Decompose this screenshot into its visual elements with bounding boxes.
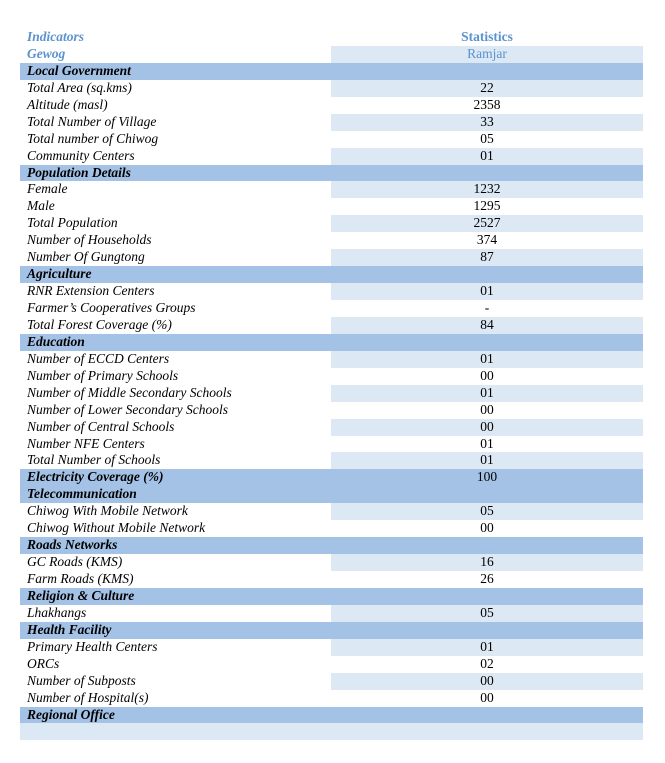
table-row xyxy=(20,300,643,317)
table-row xyxy=(20,520,643,537)
indicator-label: Community Centers xyxy=(27,147,135,163)
table-row xyxy=(20,181,643,198)
table-row xyxy=(20,131,643,148)
statistic-value: 2358 xyxy=(473,96,501,112)
section-title: Regional Office xyxy=(27,706,115,722)
indicator-label: Number of Lower Secondary Schools xyxy=(27,401,228,417)
gewog-row xyxy=(20,46,643,63)
statistic-value xyxy=(331,723,643,740)
statistic-value: 00 xyxy=(480,367,494,383)
indicator-label: Number of Middle Secondary Schools xyxy=(27,384,232,400)
statistic-value xyxy=(331,537,643,554)
table-row xyxy=(20,690,643,707)
statistic-value: 00 xyxy=(480,401,494,417)
statistic-value xyxy=(331,622,643,639)
table-row xyxy=(20,283,643,300)
statistics-table xyxy=(20,29,643,740)
statistic-value: 01 xyxy=(331,385,643,402)
indicator-label: Number of Households xyxy=(27,232,152,248)
indicator-label: Total Area (sq.kms) xyxy=(27,79,132,95)
indicator-label: Farm Roads (KMS) xyxy=(27,571,134,587)
indicators-header: Indicators xyxy=(27,29,85,44)
indicator-label: RNR Extension Centers xyxy=(27,283,155,299)
statistic-value xyxy=(331,707,643,724)
indicator-label: Number of Subposts xyxy=(27,672,136,688)
section-header-row xyxy=(20,165,643,182)
section-title: Agriculture xyxy=(27,266,92,282)
table-header-row xyxy=(20,29,643,46)
statistic-value: 00 xyxy=(331,419,643,436)
statistic-value: 16 xyxy=(331,554,643,571)
table-row xyxy=(20,385,643,402)
section-title: Electricity Coverage (%) xyxy=(27,469,164,485)
table-row xyxy=(20,402,643,419)
indicator-label: Total number of Chiwog xyxy=(27,130,159,146)
table-row xyxy=(20,503,643,520)
table-row xyxy=(20,232,643,249)
statistic-value: 01 xyxy=(331,351,643,368)
statistic-value: 33 xyxy=(331,114,643,131)
statistic-value: 1295 xyxy=(473,198,501,214)
statistic-value: 05 xyxy=(480,130,494,146)
table-row xyxy=(20,114,643,131)
section-title: Religion & Culture xyxy=(27,587,135,603)
statistic-value: 02 xyxy=(480,655,494,671)
statistic-value: 100 xyxy=(476,469,498,485)
section-title: Roads Networks xyxy=(27,537,118,553)
indicator-label: Total Number of Village xyxy=(27,113,157,129)
statistic-value xyxy=(331,266,643,283)
indicator-label: Male xyxy=(27,198,55,214)
table-row xyxy=(20,673,643,690)
indicator-label: Altitude (masl) xyxy=(27,96,108,112)
indicator-label: Female xyxy=(27,181,68,197)
indicator-label: Total Population xyxy=(27,215,118,231)
indicator-label: Number of Central Schools xyxy=(27,418,175,434)
table-row xyxy=(20,571,643,588)
statistic-value: 01 xyxy=(331,148,643,165)
statistic-value: 374 xyxy=(476,232,498,248)
table-row xyxy=(20,351,643,368)
table-body xyxy=(20,63,643,741)
table-row xyxy=(20,419,643,436)
indicator-label: Number of Primary Schools xyxy=(27,367,179,383)
section-header-row xyxy=(20,266,643,283)
statistic-value: 84 xyxy=(331,317,643,334)
indicator-label: Lhakhangs xyxy=(27,604,87,620)
statistic-value: 01 xyxy=(331,283,643,300)
statistic-value: 87 xyxy=(331,249,643,266)
indicator-label: Farmer’s Cooperatives Groups xyxy=(27,300,196,315)
statistic-value xyxy=(331,588,643,605)
blank-row xyxy=(20,723,643,740)
table-row xyxy=(20,97,643,114)
table-row xyxy=(20,605,643,622)
statistic-value: 01 xyxy=(331,639,643,656)
section-header-row xyxy=(20,469,643,503)
section-header-row xyxy=(20,537,643,554)
table-row xyxy=(20,317,643,334)
indicator-label: Total Number of Schools xyxy=(27,452,161,468)
indicator-label: Number Of Gungtong xyxy=(27,249,145,265)
indicator-label: Total Forest Coverage (%) xyxy=(27,316,172,332)
section-header-row xyxy=(20,63,643,80)
indicator-label: Chiwog With Mobile Network xyxy=(27,503,188,519)
table-row xyxy=(20,452,643,469)
statistic-value xyxy=(331,63,643,80)
statistics-header: Statistics xyxy=(461,29,513,44)
indicator-label: ORCs xyxy=(27,655,60,671)
table-row xyxy=(20,198,643,215)
section-title: Population Details xyxy=(27,164,131,180)
statistic-value: 26 xyxy=(480,571,494,587)
section-title: Local Government xyxy=(27,62,131,78)
table-row xyxy=(20,656,643,673)
table-row xyxy=(20,215,643,232)
indicator-label: Number NFE Centers xyxy=(27,435,145,451)
section-header-row xyxy=(20,622,643,639)
statistic-value: - xyxy=(484,300,490,315)
section-header-row xyxy=(20,707,643,724)
indicator-label: Chiwog Without Mobile Network xyxy=(27,520,206,536)
table-row xyxy=(20,639,643,656)
statistic-value: 00 xyxy=(480,689,494,705)
section-header-row xyxy=(20,588,643,605)
indicator-label: Primary Health Centers xyxy=(27,638,158,654)
statistic-value: 00 xyxy=(331,673,643,690)
table-row xyxy=(20,148,643,165)
gewog-label: Gewog xyxy=(27,45,66,61)
section-header-row xyxy=(20,334,643,351)
section-title: Health Facility xyxy=(27,621,112,637)
table-row xyxy=(20,249,643,266)
table-row xyxy=(20,436,643,453)
table-row xyxy=(20,368,643,385)
statistic-value xyxy=(331,165,643,182)
statistic-value: 1232 xyxy=(331,181,643,198)
statistic-value: 22 xyxy=(331,80,643,97)
table-row xyxy=(20,80,643,97)
gewog-value: Ramjar xyxy=(331,46,643,63)
statistic-value: 01 xyxy=(480,435,494,451)
statistic-value: 2527 xyxy=(331,215,643,232)
indicator-label: Number of Hospital(s) xyxy=(27,689,149,705)
statistic-value: 05 xyxy=(331,605,643,622)
indicator-label: Number of ECCD Centers xyxy=(27,350,170,366)
indicator-label: GC Roads (KMS) xyxy=(27,554,123,570)
table-row xyxy=(20,554,643,571)
statistic-value: 01 xyxy=(331,452,643,469)
section-title: Education xyxy=(27,333,85,349)
statistic-value: 00 xyxy=(480,520,494,536)
statistic-value: 05 xyxy=(331,503,643,520)
statistic-value xyxy=(331,334,643,351)
section-title: Telecommunication xyxy=(27,486,137,502)
